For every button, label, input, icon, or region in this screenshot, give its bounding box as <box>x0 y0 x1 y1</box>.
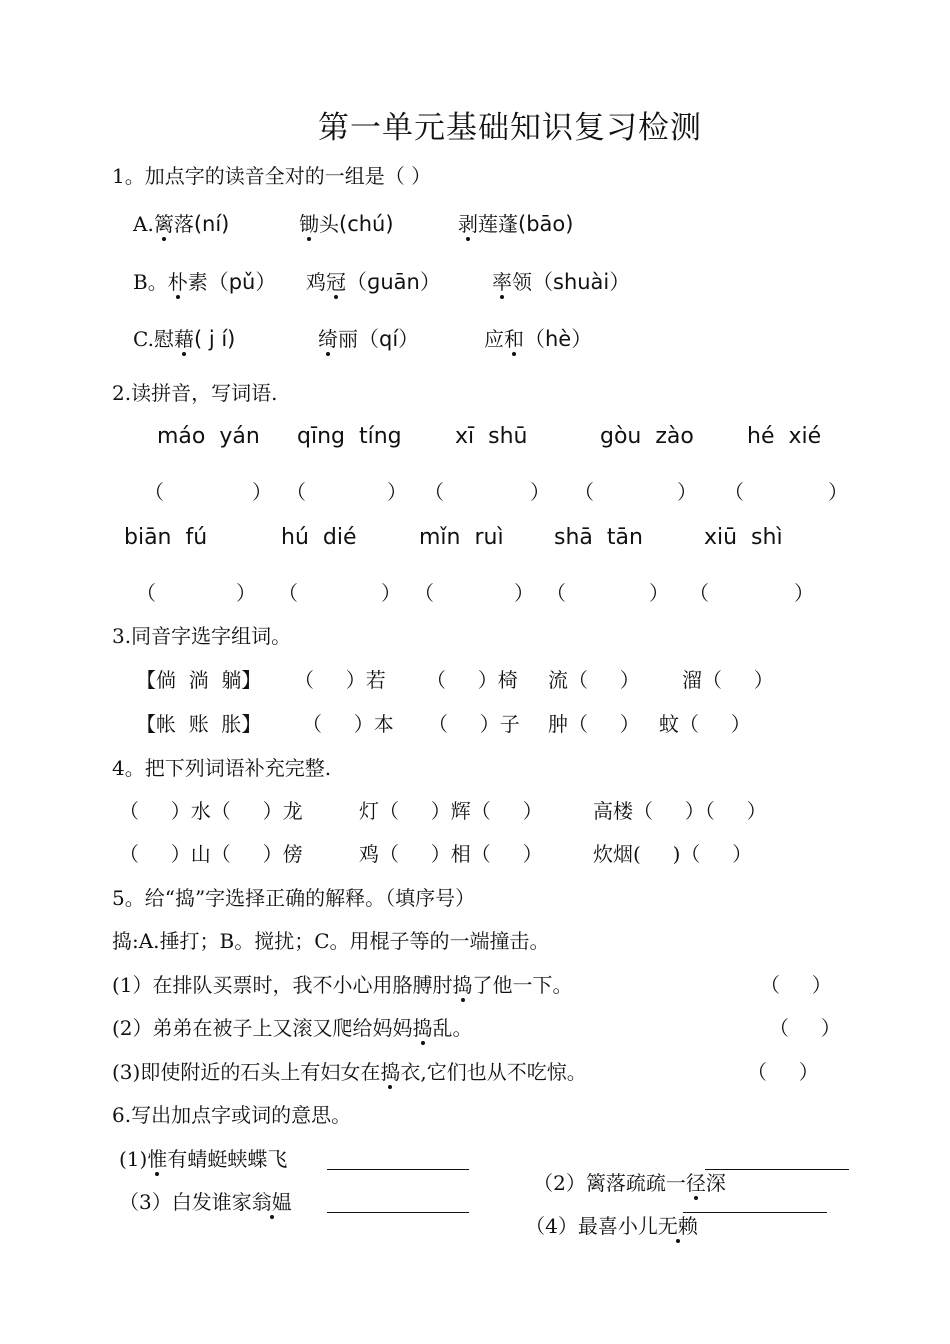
option-label: C. <box>133 327 154 351</box>
q1-option-c: C.慰藉( j í) 绮丽（qí） 应和（hè） <box>133 327 593 351</box>
fill-item: 蚊（ ） <box>659 712 751 736</box>
idiom-blank: （ ）水（ ）龙 <box>119 799 303 823</box>
page-title: 第一单元基础知识复习检测 <box>318 110 702 146</box>
pinyin-word: hú dié <box>281 525 357 550</box>
idiom-blank: 高楼（ ）（ ） <box>593 799 767 823</box>
pinyin-word: hé xié <box>747 424 822 449</box>
q5-definition: 捣:A.捶打；B。搅扰；C。用棍子等的一端撞击。 <box>112 929 550 953</box>
pinyin: （pǔ） <box>207 270 277 294</box>
pinyin-word: xiū shì <box>704 525 783 550</box>
idiom-blank: （ ）山（ ）傍 <box>119 842 303 866</box>
q6-row-1: (1)惟有蜻蜓蛱蝶飞 （2）篱落疏疏一径深 <box>119 1147 859 1171</box>
pinyin: （hè） <box>524 327 593 351</box>
q6-stem: 6.写出加点字或词的意思。 <box>112 1103 352 1127</box>
dotted-char: 无赖 <box>657 1214 698 1238</box>
option-label: A. <box>133 212 154 236</box>
answer-line[interactable] <box>683 1192 827 1213</box>
dotted-char: 翁媪 <box>251 1190 292 1214</box>
answer-line[interactable] <box>327 1192 469 1213</box>
dotted-char: 锄 <box>299 212 319 236</box>
pinyin: （qí） <box>358 327 420 351</box>
pinyin: (chú) <box>339 212 394 236</box>
dotted-char: 径 <box>685 1171 706 1195</box>
answer-blank: （ ） <box>769 1016 841 1040</box>
dotted-char: 和 <box>504 327 524 351</box>
q1-option-b: B。朴素（pǔ） 鸡冠（ɡuān） 率领（shuài） <box>133 270 631 294</box>
dotted-char: 捣 <box>452 973 473 997</box>
q6-row-2: （3）白发谁家翁媪 （4）最喜小儿无赖 <box>119 1190 859 1214</box>
dotted-char: 冠 <box>326 270 346 294</box>
q5-sentence-2: (2）弟弟在被子上又滚又爬给妈妈捣乱。 （ ） <box>112 1016 841 1040</box>
q5-stem: 5。给“捣”字选择正确的解释。（填序号） <box>112 886 476 910</box>
char-group: 【帐 账 胀】 <box>136 712 262 736</box>
pinyin: （ɡuān） <box>346 270 441 294</box>
option-label: B。 <box>133 270 168 294</box>
fill-item: （ ）本 <box>302 712 394 736</box>
fill-item: 流（ ） <box>548 668 640 692</box>
dotted-char: 绮 <box>318 327 338 351</box>
q5-sentence-1: (1）在排队买票时，我不小心用胳膊肘捣了他一下。 （ ） <box>112 973 832 997</box>
dotted-char: 剥 <box>458 212 478 236</box>
dotted-char: 朴 <box>167 270 188 294</box>
q1-stem: 1。加点字的读音全对的一组是（ ） <box>112 164 432 188</box>
dotted-char: 藉 <box>173 327 194 351</box>
dotted-char: 惟 <box>147 1147 168 1171</box>
fill-item: （ ）子 <box>428 712 520 736</box>
q4-stem: 4。把下列词语补充完整. <box>112 756 332 780</box>
answer-line[interactable] <box>327 1149 469 1170</box>
pinyin: ( j í) <box>193 327 236 351</box>
pinyin-word: qīng tíng <box>297 424 402 449</box>
dotted-char: 篱 <box>153 212 174 236</box>
q1-option-a: A.篱落(ní) 锄头(chú) 剥莲蓬(bāo) <box>133 212 574 236</box>
q5-sentence-3: (3)即使附近的石头上有妇女在捣衣,它们也从不吃惊。 （ ） <box>112 1060 819 1084</box>
pinyin-word: shā tān <box>554 525 643 550</box>
idiom-blank: 炊烟( )（ ） <box>593 842 753 866</box>
pinyin: （shuài） <box>532 270 631 294</box>
answer-line[interactable] <box>705 1149 849 1170</box>
idiom-blank: 灯（ ）辉（ ） <box>359 799 543 823</box>
worksheet-page: 第一单元基础知识复习检测 1。加点字的读音全对的一组是（ ） A.篱落(ní) 锄头(chú) 剥莲蓬(bāo) B。朴素（pǔ） 鸡冠（ɡuān） 率领（shuài） C.慰藉( j í) 绮丽（qí） 应和（hè） 2.读拼音，写词语. máo yán qīng tíng xī shū gòu zào hé xié （ ） （ ） （ ） （ ） （ ） biān fú hú dié mǐn ruì shā tān xiū shì （ ） （ ） （ ） （ ） （ ） 3.同音字选字组词。 【倘 淌 躺】 （ ）若 （ ）椅 流（ ） 溜（ ） 【帐 账 胀】 （ ）本 （ ）子 肿（ ） 蚊（ ） 4。把下列词语补充完整. （ ）水（ ）龙 灯（ ）辉（ ） 高楼（ ）（ ） （ ）山（ ）傍 鸡（ ）相（ ） 炊烟( )（ ） 5。给“捣”字选择正确的解释。（填序号） 捣:A.捶打；B。搅扰；C。用棍子等的一端撞击。 (1）在排队买票时，我不小心用胳膊肘捣了他一下。 （ ） (2）弟弟在被子上又滚又爬给妈妈捣乱。 （ ） (3)即使附近的石头上有妇女在捣衣,它们也从不吃惊。 （ ） 6.写出加点字或词的意思。 (1)惟有蜻蜓蛱蝶飞 （2）篱落疏疏一径深 （3）白发谁家翁媪 （4）最喜小儿无赖 <box>0 0 950 1344</box>
answer-blank: （ ） <box>747 1060 819 1084</box>
pinyin: (bāo) <box>518 212 574 236</box>
char-group: 【倘 淌 躺】 <box>136 668 262 692</box>
q2-stem: 2.读拼音，写词语. <box>112 381 278 405</box>
dotted-char: 捣 <box>380 1060 401 1084</box>
fill-item: （ ）若 <box>294 668 386 692</box>
idiom-blank: 鸡（ ）相（ ） <box>359 842 543 866</box>
pinyin-word: biān fú <box>124 525 208 550</box>
fill-item: 溜（ ） <box>682 668 774 692</box>
pinyin: (ní) <box>193 212 230 236</box>
fill-item: （ ）椅 <box>426 668 518 692</box>
pinyin-word: máo yán <box>157 424 260 449</box>
answer-blank: （ ） <box>760 973 832 997</box>
dotted-char: 捣 <box>412 1016 433 1040</box>
pinyin-word: mǐn ruì <box>419 525 504 550</box>
pinyin-word: gòu zào <box>600 424 694 449</box>
dotted-char: 率 <box>492 270 512 294</box>
fill-item: 肿（ ） <box>548 712 640 736</box>
q3-stem: 3.同音字选字组词。 <box>112 624 292 648</box>
pinyin-word: xī shū <box>455 424 528 449</box>
